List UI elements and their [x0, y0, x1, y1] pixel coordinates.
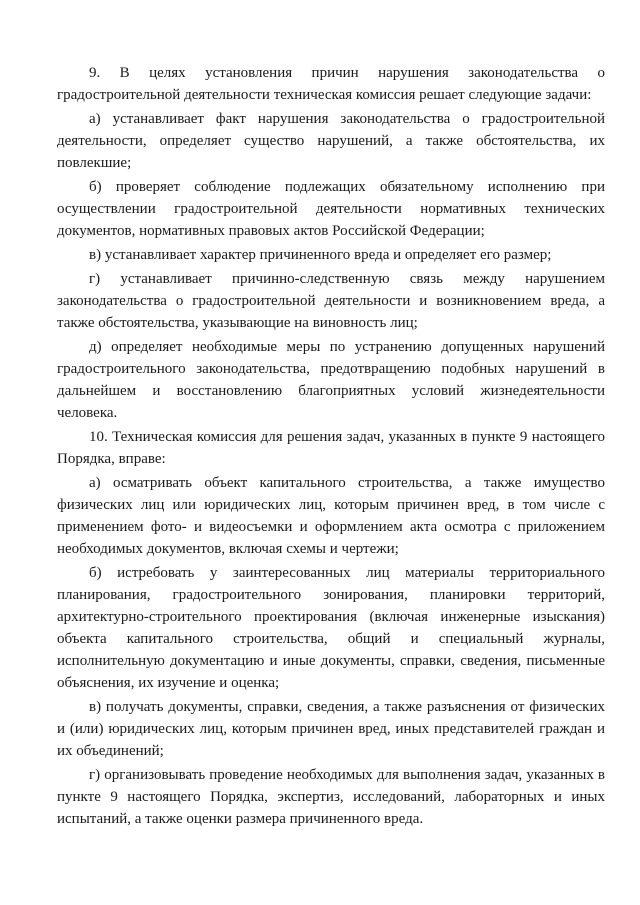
paragraph-9-d: д) определяет необходимые меры по устранению допущенных нарушений градостроительного законодательства, предотвращению подобных нарушений в дальнейшем и восстановлению благоприятных условий жизнедеятельности человека.	[57, 339, 605, 421]
paragraph-10-v: в) получать документы, справки, сведения, а также разъяснения от физических и (или) юридических лиц, которым причинен вред, иных представителей граждан и их объединений;	[57, 699, 605, 759]
paragraph-9-g: г) устанавливает причинно-следственную связь между нарушением законодательства о градостроительной деятельности и возникновением вреда, а также обстоятельства, указывающие на виновность лиц;	[57, 271, 605, 331]
paragraph-9-intro: 9. В целях установления причин нарушения законодательства о градостроительной деятельности техническая комиссия решает следующие задачи:	[57, 65, 605, 103]
paragraph-9-b: б) проверяет соблюдение подлежащих обязательному исполнению при осуществлении градостроительной деятельности нормативных технических документов, нормативных правовых актов Российской Федерации;	[57, 179, 605, 239]
paragraph-10-intro: 10. Техническая комиссия для решения задач, указанных в пункте 9 настоящего Порядка, вправе:	[57, 429, 605, 467]
paragraph-10-b: б) истребовать у заинтересованных лиц материалы территориального планирования, градостроительного зонирования, планировки территорий, архитектурно-строительного проектирования (включая инженерные изыскания) объекта капитального строительства, общий и специальный журналы, исполнительную документацию и иные документы, справки, сведения, письменные объяснения, их изучение и оценка;	[57, 565, 605, 691]
paragraph-10-a: а) осматривать объект капитального строительства, а также имущество физических лиц или юридических лиц, которым причинен вред, в том числе с применением фото- и видеосъемки и оформлением акта осмотра с приложением необходимых документов, включая схемы и чертежи;	[57, 475, 605, 557]
document-page	[57, 62, 605, 832]
paragraph-9-a: а) устанавливает факт нарушения законодательства о градостроительной деятельности, определяет существо нарушений, а также обстоятельства, их повлекшие;	[57, 111, 605, 171]
paragraph-9-v: в) устанавливает характер причиненного вреда и определяет его размер;	[89, 247, 552, 263]
paragraph-10-g: г) организовывать проведение необходимых для выполнения задач, указанных в пункте 9 настоящего Порядка, экспертиз, исследований, лабораторных и иных испытаний, а также оценки размера причиненного вреда.	[57, 767, 605, 827]
